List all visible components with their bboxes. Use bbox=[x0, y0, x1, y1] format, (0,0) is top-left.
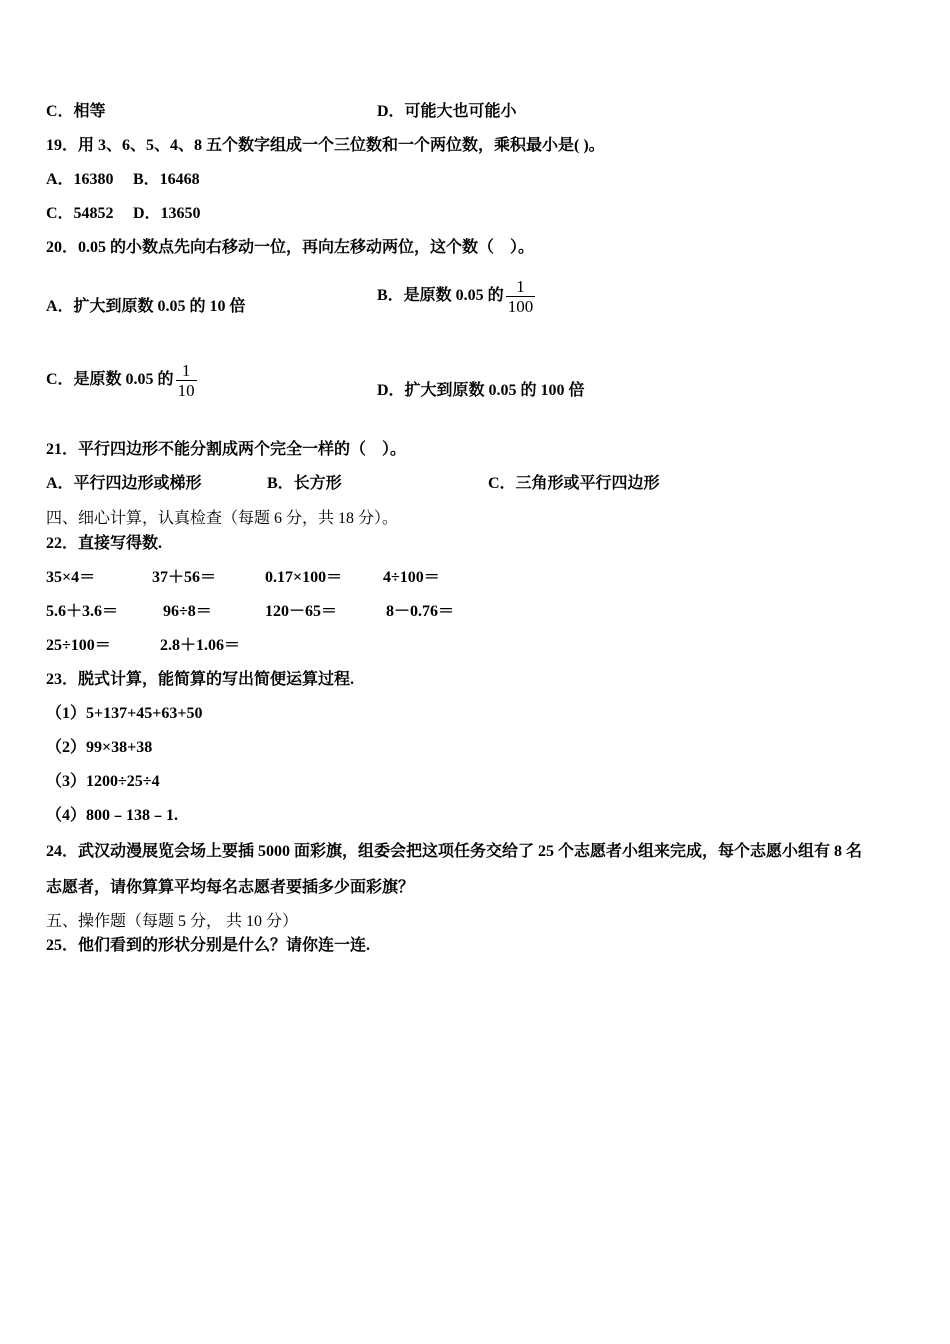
q19-question: 19．用 3、6、5、4、8 五个数字组成一个三位数和一个两位数，乘积最小是( )。 bbox=[46, 137, 605, 154]
q22-r2-c4: 8－0.76＝ bbox=[386, 603, 455, 620]
q19-option-c: C．54852 bbox=[46, 205, 114, 222]
fraction-numerator: 1 bbox=[516, 276, 525, 296]
q18-option-c: C．相等 bbox=[46, 103, 106, 120]
q23-item-1: （1）5+137+45+63+50 bbox=[46, 705, 203, 722]
q23-item-3: （3）1200÷25÷4 bbox=[46, 773, 160, 790]
q22-r1-c3: 0.17×100＝ bbox=[265, 569, 343, 586]
q19-option-b: B．16468 bbox=[133, 171, 200, 188]
q20-option-c bbox=[46, 358, 197, 402]
q24-line-1: 24．武汉动漫展览会场上要插 5000 面彩旗，组委会把这项任务交给了 25 个志愿者小组来完成，每个志愿小组有 8 名 bbox=[46, 843, 863, 860]
q24-line-2: 志愿者，请你算算平均每名志愿者要插多少面彩旗？ bbox=[46, 879, 415, 896]
q22-r1-c1: 35×4＝ bbox=[46, 569, 96, 586]
q20-option-b-fraction bbox=[506, 277, 536, 316]
q22-r2-c2: 96÷8＝ bbox=[163, 603, 212, 620]
q20-option-b bbox=[377, 274, 535, 318]
q22-r3-c1: 25÷100＝ bbox=[46, 637, 111, 654]
q22-r3-c2: 2.8＋1.06＝ bbox=[160, 637, 241, 654]
q21-option-a: A．平行四边形或梯形 bbox=[46, 475, 202, 492]
fraction-denominator: 10 bbox=[177, 380, 195, 400]
q20-option-d: D．扩大到原数 0.05 的 100 倍 bbox=[377, 382, 585, 399]
q22-r2-c1: 5.6＋3.6＝ bbox=[46, 603, 119, 620]
q19-option-a: A．16380 bbox=[46, 171, 114, 188]
section-5-heading: 五、操作题（每题 5 分， 共 10 分） bbox=[46, 913, 299, 930]
q23-question: 23．脱式计算，能简算的写出简便运算过程. bbox=[46, 671, 355, 688]
q19-option-d: D．13650 bbox=[133, 205, 201, 222]
q20-option-a: A．扩大到原数 0.05 的 10 倍 bbox=[46, 298, 246, 315]
q20-option-c-text: C．是原数 0.05 的 bbox=[46, 371, 174, 388]
q25-question: 25．他们看到的形状分别是什么？请你连一连. bbox=[46, 937, 371, 954]
q23-item-2: （2）99×38+38 bbox=[46, 739, 153, 756]
q23-item-4: （4）800﹣138﹣1. bbox=[46, 807, 179, 824]
fraction-denominator: 100 bbox=[507, 296, 534, 316]
section-4-heading: 四、细心计算，认真检查（每题 6 分，共 18 分）。 bbox=[46, 510, 399, 527]
q21-question: 21．平行四边形不能分割成两个完全一样的（ ）。 bbox=[46, 441, 407, 458]
q20-question: 20．0.05 的小数点先向右移动一位，再向左移动两位，这个数（ ）。 bbox=[46, 239, 535, 256]
q22-question: 22．直接写得数. bbox=[46, 535, 163, 552]
q18-option-d: D．可能大也可能小 bbox=[377, 103, 517, 120]
q22-r1-c4: 4÷100＝ bbox=[383, 569, 440, 586]
fraction-numerator: 1 bbox=[181, 360, 191, 380]
q22-r2-c3: 120－65＝ bbox=[265, 603, 338, 620]
q21-option-c: C．三角形或平行四边形 bbox=[488, 475, 660, 492]
q22-r1-c2: 37＋56＝ bbox=[152, 569, 217, 586]
q20-option-c-fraction bbox=[176, 361, 197, 400]
q20-option-b-text: B．是原数 0.05 的 bbox=[377, 287, 504, 304]
q21-option-b: B．长方形 bbox=[267, 475, 342, 492]
